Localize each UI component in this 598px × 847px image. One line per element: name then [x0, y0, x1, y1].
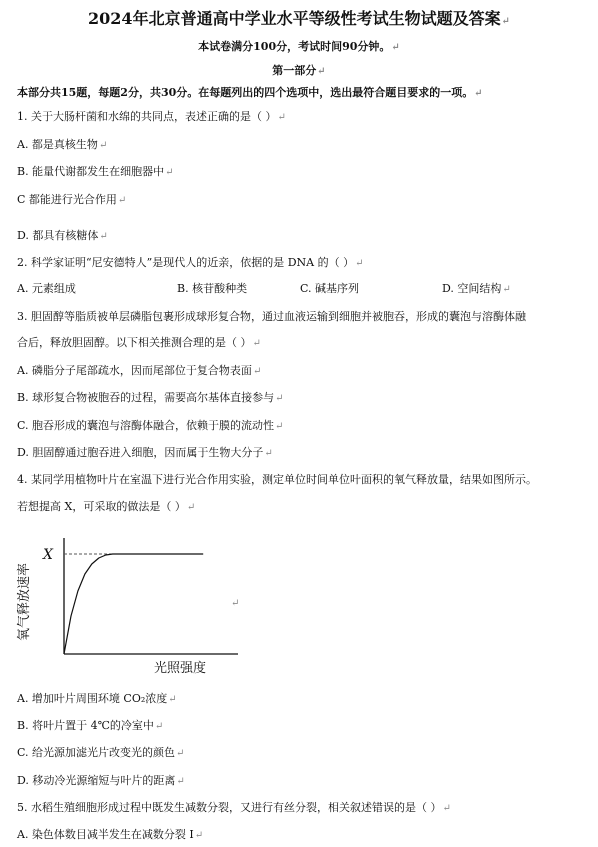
q4-stem-line2: 若想提高 X，可采取的做法是（ ）↵	[17, 500, 196, 513]
part-heading: 第一部分↵	[272, 64, 326, 77]
q3-option-b: B. 球形复合物被胞吞的过程，需要高尔基体直接参与↵	[17, 391, 284, 404]
q5-stem: 5. 水稻生殖细胞形成过程中既发生减数分裂，又进行有丝分裂，相关叙述错误的是（ ）↵	[17, 801, 451, 814]
q3-stem-line1: 3. 胆固醇等脂质被单层磷脂包裹形成球形复合物，通过血液运输到细胞并被胞吞，形成的囊泡与溶酶体融	[17, 310, 526, 323]
document-subtitle: 本试卷满分100分，考试时间90分钟。↵	[198, 40, 400, 53]
q1-option-a: A. 都是真核生物↵	[17, 138, 108, 151]
q4-option-d: D. 移动冷光源缩短与叶片的距离↵	[17, 774, 185, 787]
q4-option-a: A. 增加叶片周围环境 CO₂浓度↵	[17, 692, 177, 705]
q3-stem-line2: 合后，释放胆固醇。以下相关推测合理的是（ ）↵	[17, 336, 261, 349]
q2-option-c: C. 碱基序列	[300, 282, 360, 295]
q2-stem: 2. 科学家证明“尼安德特人”是现代人的近亲，依据的是 DNA 的（ ）↵	[17, 256, 364, 269]
q2-options	[17, 282, 577, 296]
chart-series-line-0	[64, 554, 203, 654]
q3-option-c: C. 胞吞形成的囊泡与溶酶体融合，依赖于膜的流动性↵	[17, 419, 284, 432]
q4-option-b: B. 将叶片置于 4℃的冷室中↵	[17, 719, 164, 732]
q1-stem: 1. 关于大肠杆菌和水绵的共同点，表述正确的是（ ）↵	[17, 110, 286, 123]
chart-series-group	[64, 554, 203, 654]
q3-option-a: A. 磷脂分子尾部疏水，因而尾部位于复合物表面↵	[17, 364, 262, 377]
q4-option-c: C. 给光源加滤光片改变光的颜色↵	[17, 746, 185, 759]
q1-option-b: B. 能量代谢都发生在细胞器中↵	[17, 165, 174, 178]
chart-y-marker: X	[43, 547, 53, 563]
chart-xlabel: 光照强度	[153, 661, 207, 676]
q1-option-c: C 都能进行光合作用↵	[17, 193, 127, 206]
document-title: 2024年北京普通高中学业水平等级性考试生物试题及答案↵	[88, 9, 510, 28]
q2-option-b: B. 核苷酸种类	[177, 282, 248, 295]
q2-option-d: D. 空间结构↵	[442, 282, 511, 295]
chart-ylabel: 氧气释放速率	[17, 562, 32, 642]
q4-chart	[10, 532, 250, 680]
q3-option-d: D. 胆固醇通过胞吞进入细胞，因而属于生物大分子↵	[17, 446, 273, 459]
q5-option-a: A. 染色体数目减半发生在减数分裂 I↵	[17, 828, 204, 841]
q2-option-a: A. 元素组成	[17, 282, 76, 295]
chart-para-mark: ↵	[231, 598, 240, 609]
q4-stem-line1: 4. 某同学用植物叶片在室温下进行光合作用实验，测定单位时间单位叶面积的氧气释放量，结果如图所示。	[17, 473, 537, 486]
part-instruction: 本部分共15题，每题2分，共30分。在每题列出的四个选项中，选出最符合题目要求的一项。↵	[17, 86, 483, 99]
q1-option-d: D. 都具有核糖体↵	[17, 229, 108, 242]
